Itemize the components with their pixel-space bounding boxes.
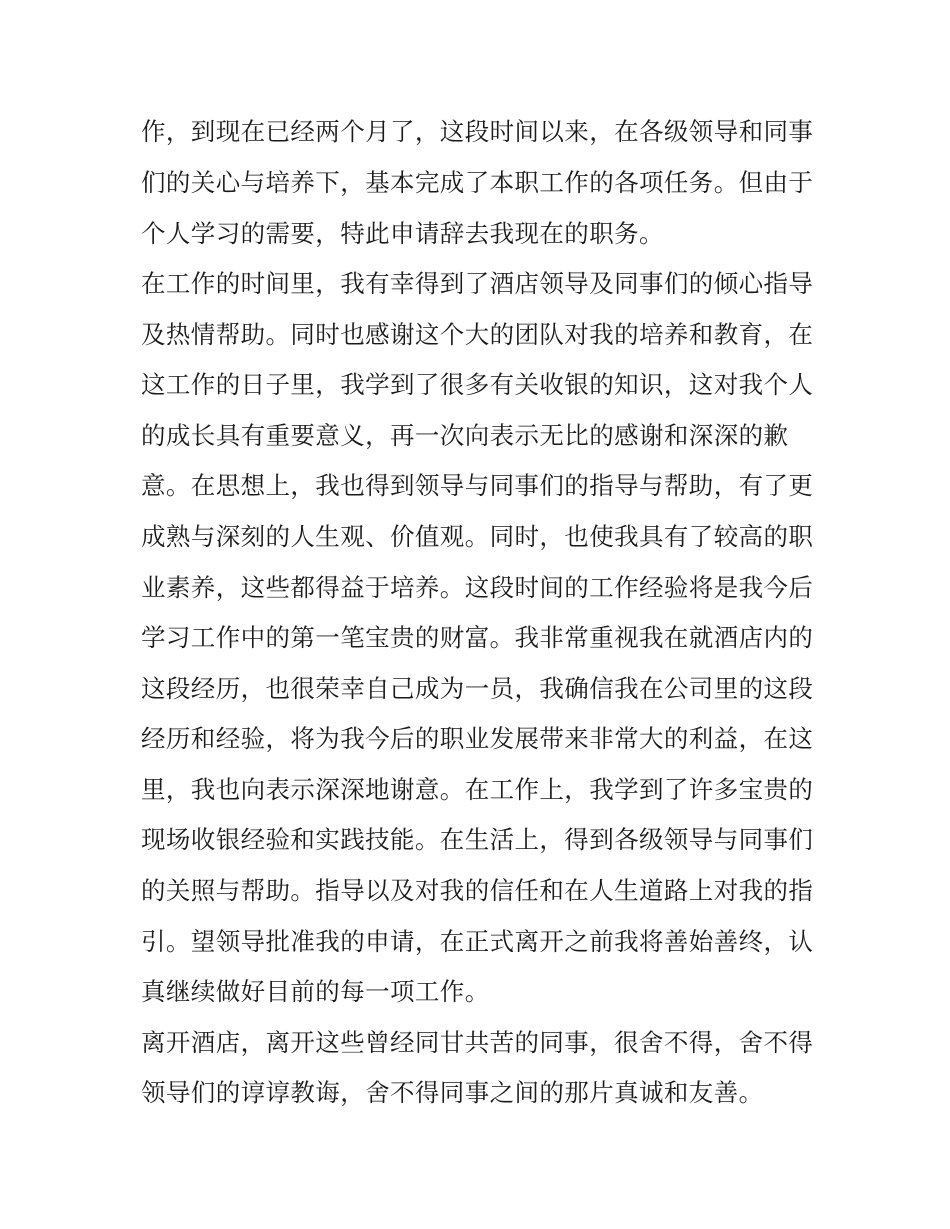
text-line: 及热情帮助。同时也感谢这个大的团队对我的培养和教育，在 xyxy=(141,320,814,349)
text-line: 的成长具有重要意义，再一次向表示无比的感谢和深深的歉 xyxy=(141,421,789,450)
text-line: 真继续做好目前的每一项工作。 xyxy=(141,977,490,1006)
text-line: 这工作的日子里，我学到了很多有关收银的知识，这对我个人 xyxy=(141,370,814,399)
text-line: 意。在思想上，我也得到领导与同事们的指导与帮助，有了更 xyxy=(141,471,814,500)
text-line: 作，到现在已经两个月了，这段时间以来，在各级领导和同事 xyxy=(141,117,814,146)
text-line: 们的关心与培养下，基本完成了本职工作的各项任务。但由于 xyxy=(141,168,814,197)
text-line: 里，我也向表示深深地谢意。在工作上，我学到了许多宝贵的 xyxy=(141,775,814,804)
text-line: 现场收银经验和实践技能。在生活上，得到各级领导与同事们 xyxy=(141,825,814,854)
text-line: 离开酒店，离开这些曾经同甘共苦的同事，很舍不得，舍不得 xyxy=(141,1028,814,1057)
text-line: 学习工作中的第一笔宝贵的财富。我非常重视我在就酒店内的 xyxy=(141,623,814,652)
text-line: 业素养，这些都得益于培养。这段时间的工作经验将是我今后 xyxy=(141,573,814,602)
text-line: 引。望领导批准我的申请，在正式离开之前我将善始善终，认 xyxy=(141,927,814,956)
text-line: 这段经历，也很荣幸自己成为一员，我确信我在公司里的这段 xyxy=(141,674,814,703)
text-line: 成熟与深刻的人生观、价值观。同时，也使我具有了较高的职 xyxy=(141,522,814,551)
text-line: 领导们的谆谆教诲，舍不得同事之间的那片真诚和友善。 xyxy=(141,1078,764,1107)
text-line: 经历和经验，将为我今后的职业发展带来非常大的利益，在这 xyxy=(141,724,814,753)
text-line: 在工作的时间里，我有幸得到了酒店领导及同事们的倾心指导 xyxy=(141,269,814,298)
text-line: 的关照与帮助。指导以及对我的信任和在人生道路上对我的指 xyxy=(141,876,814,905)
text-line: 个人学习的需要，特此申请辞去我现在的职务。 xyxy=(141,219,664,248)
